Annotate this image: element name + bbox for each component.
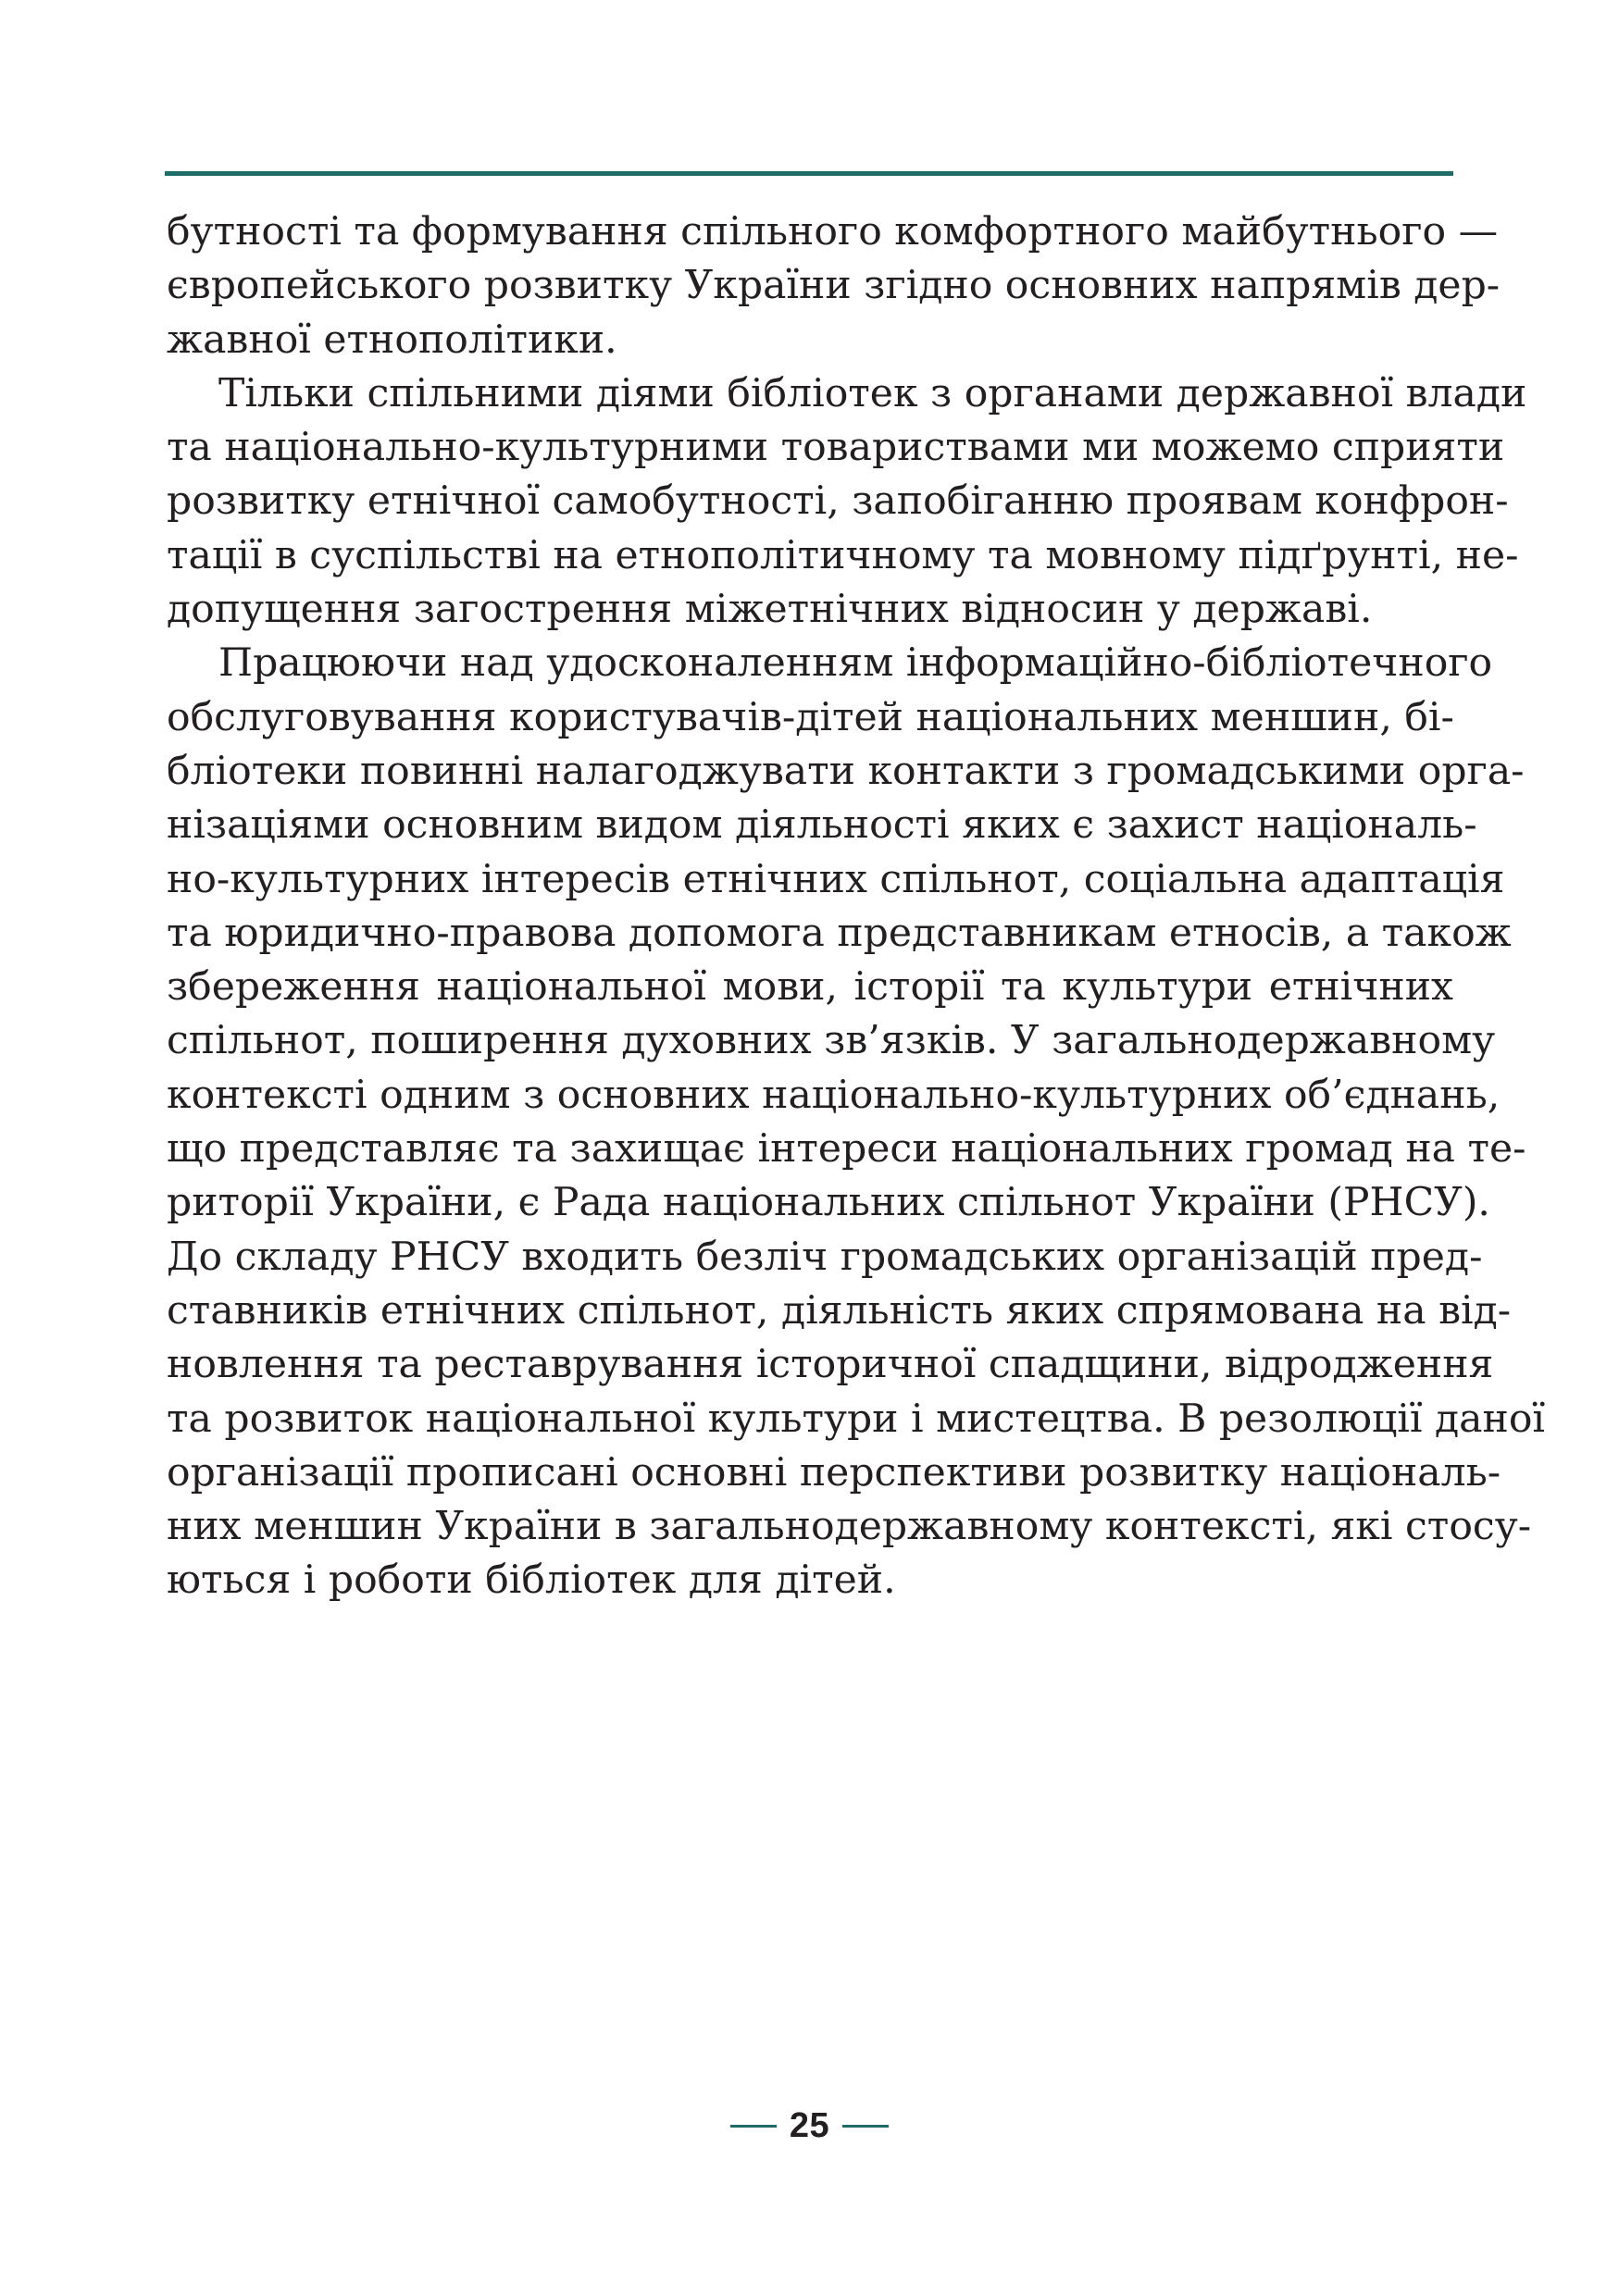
paragraph-1 (167, 205, 1501, 367)
text-line: Працюючи над удосконаленням інформаційно-бібліотечного (218, 640, 1493, 687)
text-line: допущення загострення міжетнічних відносин у державі. (167, 587, 1373, 633)
text-line: що представляє та захищає інтереси національних громад на те- (167, 1126, 1526, 1173)
text-line: та розвиток національної культури і мистецтва. В резолюції даної (167, 1396, 1545, 1442)
text-line: жавної етнополітики. (167, 316, 617, 363)
text-line: бліотеки повинні налагоджувати контакти з громадськими орга- (167, 748, 1525, 794)
text-line: збереження національної мови, історії та культури етнічних (167, 964, 1453, 1011)
text-line: та юридично-правова допомога представникам етносів, а також (167, 910, 1512, 956)
text-line: спільнот, поширення духовних зв’язків. У загальнодержавному (167, 1018, 1496, 1064)
page-body (167, 205, 1545, 1608)
text-line: новлення та реставрування історичної спадщини, відродження (167, 1342, 1494, 1388)
text-line: обслуговування користувачів-дітей національних меншин, бі- (167, 694, 1454, 740)
footer-dash-right (842, 2125, 889, 2128)
header-rule (165, 171, 1453, 176)
text-line: європейського розвитку України згідно основних напрямів дер- (167, 263, 1501, 309)
text-line: контексті одним з основних національно-культурних об’єднань, (167, 1072, 1501, 1118)
page-footer (0, 2103, 1619, 2149)
text-line: нізаціями основним видом діяльності яких є захист національ- (167, 802, 1477, 849)
text-line: них меншин України в загальнодержавному контексті, які стосу- (167, 1504, 1532, 1550)
text-line: риторії України, є Рада національних спільнот України (РНСУ). (167, 1180, 1490, 1226)
text-line: ються і роботи бібліотек для дітей. (167, 1558, 896, 1604)
text-line: Тільки спільними діями бібліотек з органами державної влади (218, 370, 1527, 416)
text-line: но-культурних інтересів етнічних спільнот, соціальна адаптація (167, 856, 1505, 902)
text-line: бутності та формування спільного комфортного майбутнього — (167, 209, 1499, 254)
text-line: До складу РНСУ входить безліч громадських організацій пред- (167, 1234, 1483, 1280)
text-line: та національно-культурними товариствами ми можемо сприяти (167, 425, 1505, 471)
footer-dash-left (730, 2125, 777, 2128)
text-line: організації прописані основні перспективи розвитку національ- (167, 1449, 1501, 1496)
text-line: розвитку етнічної самобутності, запобіганню проявам конфрон- (167, 478, 1509, 525)
paragraph-3 (167, 637, 1545, 1607)
text-line: тації в суспільстві на етнополітичному та мовному підґрунті, не- (167, 532, 1519, 578)
page-number: 25 (789, 2105, 830, 2145)
paragraph-2 (167, 367, 1527, 637)
text-line: ставників етнічних спільнот, діяльність яких спрямована на від- (167, 1287, 1512, 1334)
